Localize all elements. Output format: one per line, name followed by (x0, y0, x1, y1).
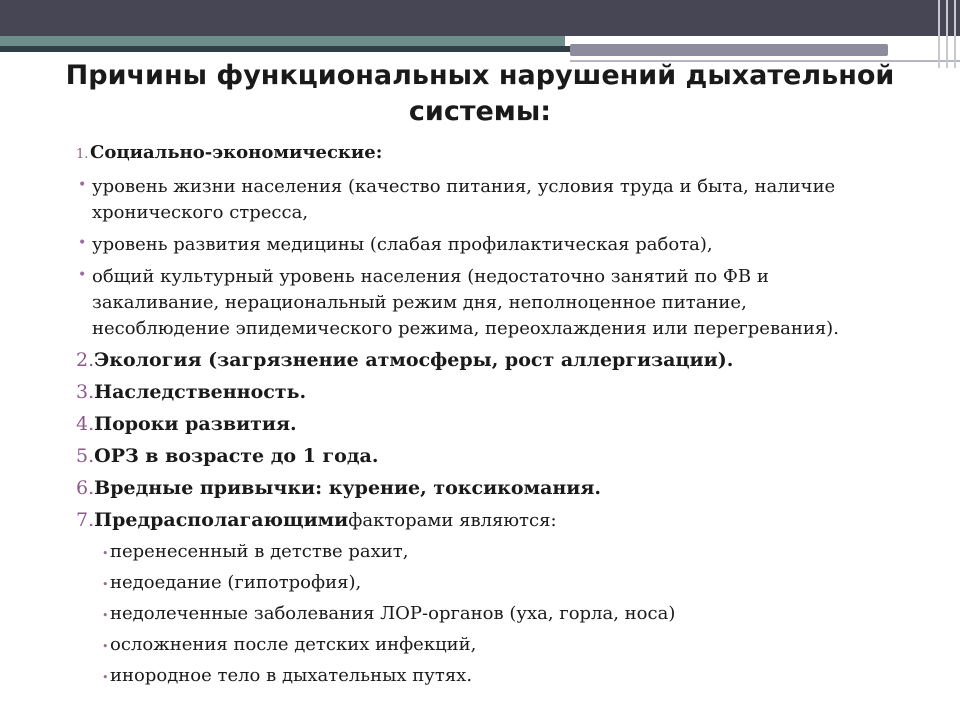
list-item-text: Вредные привычки: курение, токсикомания. (94, 477, 602, 499)
header-dark-stripe (0, 46, 570, 52)
sub-bullet-text: осложнения после детских инфекций, (110, 634, 477, 655)
decorative-side-lines (934, 0, 958, 68)
list-item-text-bold: Предрасполагающими (94, 509, 349, 531)
list-item-text: Экология (загрязнение атмосферы, рост аллергизации). (94, 349, 734, 371)
list-item-text: Пороки развития. (94, 413, 297, 435)
sub-bullet-text: недоедание (гипотрофия), (110, 572, 362, 593)
list-item-3 (76, 380, 936, 412)
bullet-item (76, 174, 936, 226)
sub-bullet-text: перенесенный в детстве рахит, (110, 541, 409, 562)
bullet-icon: • (102, 640, 109, 653)
bullet-line: уровень жизни населения (качество питания, условия труда и быта, наличие (92, 176, 836, 197)
slide-title (60, 58, 900, 130)
bullet-line: несоблюдение эпидемического режима, переохлаждения или перегревания). (92, 318, 839, 339)
slide-content (76, 140, 936, 695)
list-item-text: ОРЗ в возрасте до 1 года. (94, 445, 379, 467)
list-item-text-rest: факторами являются: (348, 510, 557, 531)
bullet-icon: • (102, 609, 109, 622)
sub-bullet-item (76, 664, 936, 695)
list-number: 1. (76, 147, 89, 162)
list-number: 4. (76, 413, 95, 435)
slide-title-line-1: Причины функциональных нарушений дыхательной (65, 60, 895, 91)
bullet-icon: • (78, 235, 87, 251)
sub-bullet-text: недолеченные заболевания ЛОР-органов (уха, горла, носа) (110, 603, 676, 624)
bullet-icon: • (102, 671, 109, 684)
list-item-2 (76, 348, 936, 380)
bullet-item (76, 264, 936, 342)
bullet-icon: • (78, 267, 87, 283)
bullet-line: хронического стресса, (92, 202, 309, 223)
bullet-icon: • (102, 547, 109, 560)
header-teal-stripe (0, 36, 565, 46)
list-number: 7. (76, 509, 95, 531)
bullet-line: общий культурный уровень населения (недостаточно занятий по ФВ и (92, 266, 769, 287)
list-number: 2. (76, 349, 95, 371)
list-item-7 (76, 508, 936, 540)
list-item-text: Социально-экономические: (90, 142, 383, 163)
bullet-line: уровень развития медицины (слабая профилактическая работа), (92, 234, 713, 255)
list-item-4 (76, 412, 936, 444)
bullet-item (76, 232, 936, 258)
bullet-icon: • (78, 177, 87, 193)
slide-title-line-2: системы: (408, 96, 552, 127)
list-number: 5. (76, 445, 95, 467)
list-item-5 (76, 444, 936, 476)
header-right-bar (570, 44, 888, 56)
list-number: 3. (76, 381, 95, 403)
sub-bullet-text: инородное тело в дыхательных путях. (110, 665, 473, 686)
bullet-line: закаливание, нерациональный режим дня, неполноценное питание, (92, 292, 747, 313)
sub-bullet-item (76, 540, 936, 571)
list-number: 6. (76, 477, 95, 499)
list-item-6 (76, 476, 936, 508)
list-item-1 (76, 140, 936, 170)
header-band (0, 0, 960, 36)
bullet-icon: • (102, 578, 109, 591)
sub-bullet-item (76, 571, 936, 602)
sub-bullet-item (76, 633, 936, 664)
sub-bullet-item (76, 602, 936, 633)
list-item-text: Наследственность. (94, 381, 307, 403)
